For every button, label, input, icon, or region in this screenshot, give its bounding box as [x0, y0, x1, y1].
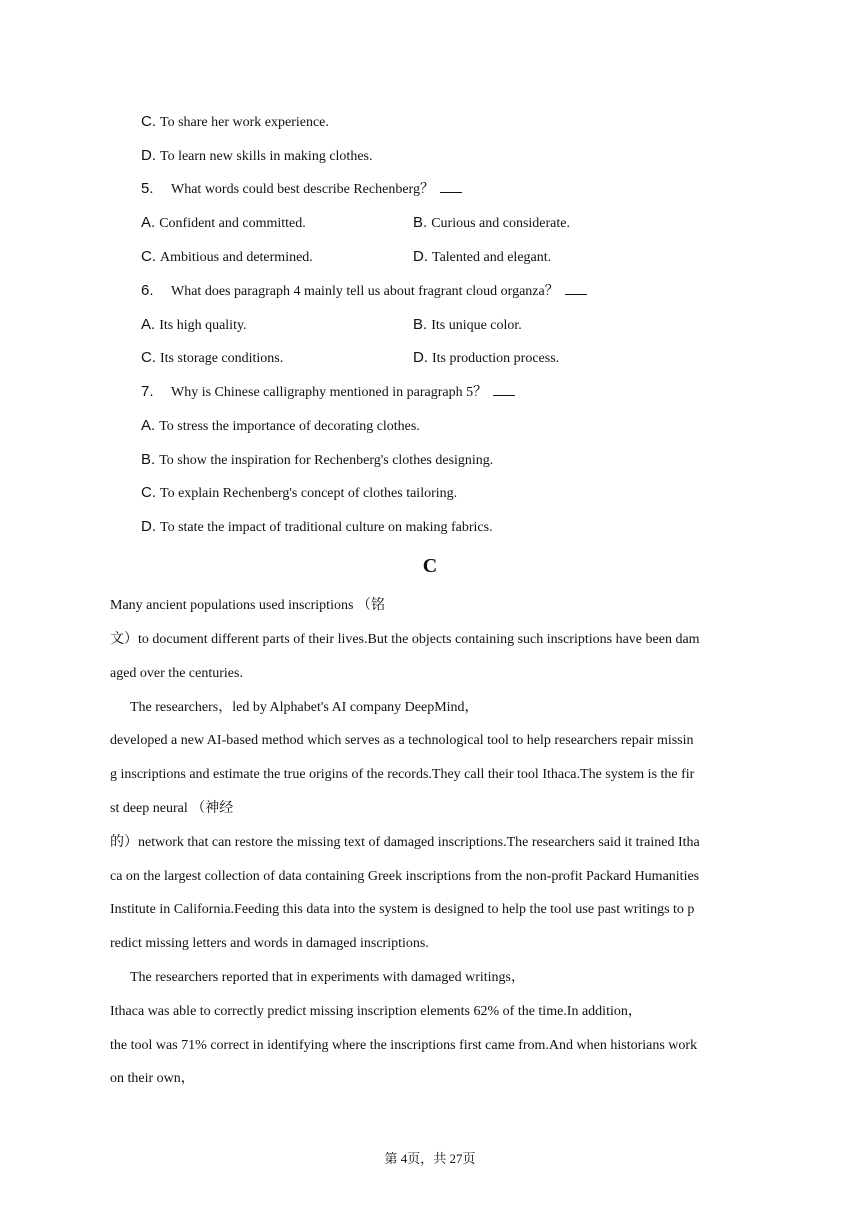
option-text: To stress the importance of decorating clothes. — [159, 419, 420, 434]
option-text: To learn new skills in making clothes. — [160, 149, 373, 164]
page-footer: 第 4页，共 27页 — [384, 1151, 476, 1166]
option-text: To share her work experience. — [160, 115, 329, 130]
question-text: What does paragraph 4 mainly tell us about fragrant cloud organza？ — [171, 284, 559, 299]
q7-option-d — [141, 517, 493, 538]
option-letter: D. — [141, 518, 156, 535]
option-letter: C. — [141, 113, 156, 130]
passage-line: g inscriptions and estimate the true origins of the records.They call their tool Ithaca.The system is the fir — [110, 767, 695, 782]
passage-line: on their own， — [110, 1071, 195, 1086]
q6-option-d — [413, 348, 559, 369]
option-letter: D. — [413, 248, 428, 265]
option-letter: C. — [141, 248, 156, 265]
passage-line: developed a new AI-based method which serves as a technological tool to help researchers repair missin — [110, 733, 694, 748]
option-text: Its storage conditions. — [160, 351, 284, 366]
option-letter: D. — [141, 147, 156, 164]
option-text: To explain Rechenberg's concept of clothes tailoring. — [160, 486, 458, 501]
question-5 — [141, 179, 462, 200]
passage-line: Many ancient populations used inscriptions （铭 — [110, 598, 385, 613]
answer-blank[interactable] — [440, 180, 462, 193]
q6-option-c — [141, 348, 283, 369]
option-letter: C. — [141, 349, 156, 366]
option-text: To state the impact of traditional culture on making fabrics. — [160, 520, 493, 535]
option-text: To show the inspiration for Rechenberg's clothes designing. — [159, 453, 494, 468]
option-text: Talented and elegant. — [432, 250, 552, 265]
option-text: Ambitious and determined. — [160, 250, 313, 265]
option-letter: B. — [141, 451, 156, 468]
question-number: 7. — [141, 383, 154, 400]
option-letter: C. — [141, 484, 156, 501]
passage-line: ca on the largest collection of data containing Greek inscriptions from the non-profit Packard Humanities — [110, 869, 700, 884]
option-text: Its high quality. — [159, 318, 247, 333]
q4-option-c — [141, 112, 329, 133]
section-title: C — [422, 555, 438, 577]
passage-line: The researchers，led by Alphabet's AI company DeepMind， — [130, 700, 479, 715]
passage-line: st deep neural （神经 — [110, 801, 234, 816]
option-letter: B. — [413, 316, 428, 333]
q7-option-c — [141, 483, 457, 504]
question-6 — [141, 281, 587, 302]
passage-line: the tool was 71% correct in identifying where the inscriptions first came from.And when historians work — [110, 1038, 698, 1053]
question-number: 5. — [141, 180, 154, 197]
option-letter: D. — [413, 349, 428, 366]
option-text: Its production process. — [432, 351, 560, 366]
answer-blank[interactable] — [493, 383, 515, 396]
passage-line: 的）network that can restore the missing text of damaged inscriptions.The researchers said it trained Itha — [110, 835, 700, 850]
option-letter: B. — [413, 214, 428, 231]
option-text: Its unique color. — [431, 318, 522, 333]
option-letter: A. — [141, 417, 156, 434]
q4-option-d — [141, 146, 372, 167]
question-text: What words could best describe Rechenberg？ — [171, 182, 434, 197]
q5-option-a — [141, 213, 306, 234]
passage-line: 文）to document different parts of their lives.But the objects containing such inscriptions have been dam — [110, 632, 700, 647]
option-text: Curious and considerate. — [431, 216, 570, 231]
passage-line: aged over the centuries. — [110, 666, 243, 681]
q7-option-a — [141, 416, 420, 437]
option-letter: A. — [141, 214, 156, 231]
option-text: Confident and committed. — [159, 216, 306, 231]
question-7 — [141, 382, 515, 403]
passage-line: The researchers reported that in experiments with damaged writings， — [130, 970, 525, 985]
answer-blank[interactable] — [565, 282, 587, 295]
q7-option-b — [141, 450, 493, 471]
question-number: 6. — [141, 282, 154, 299]
option-letter: A. — [141, 316, 156, 333]
q6-option-b — [413, 315, 522, 336]
passage-line: Institute in California.Feeding this data into the system is designed to help the tool use past writings to p — [110, 902, 695, 917]
q5-option-d — [413, 247, 551, 268]
passage-line: redict missing letters and words in damaged inscriptions. — [110, 936, 429, 951]
passage-line: Ithaca was able to correctly predict missing inscription elements 62% of the time.In addition， — [110, 1004, 642, 1019]
q6-option-a — [141, 315, 247, 336]
q5-option-c — [141, 247, 313, 268]
q5-option-b — [413, 213, 570, 234]
question-text: Why is Chinese calligraphy mentioned in paragraph 5？ — [171, 385, 488, 400]
